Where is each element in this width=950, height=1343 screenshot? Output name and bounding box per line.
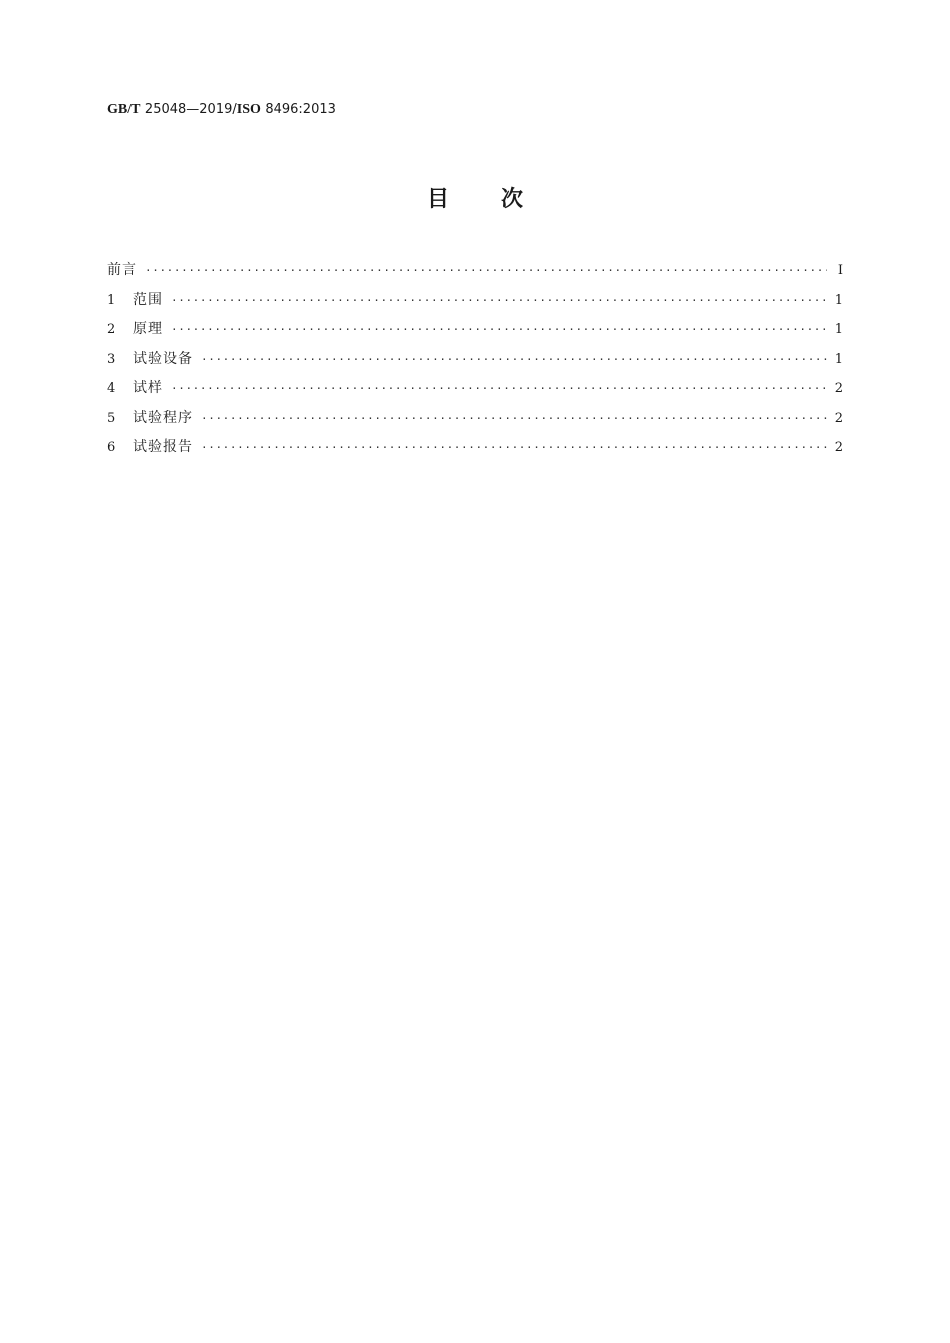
iso-prefix: ISO xyxy=(236,102,261,117)
toc-leader-dots xyxy=(201,441,827,454)
toc-entry-test-report[interactable] xyxy=(107,436,843,466)
toc-entry-scope[interactable] xyxy=(107,289,843,319)
toc-entry-label: 原理 xyxy=(133,321,163,337)
toc-entry-page: 1 xyxy=(834,292,843,308)
std-prefix: GB/T xyxy=(107,102,141,117)
toc-entry-page: 1 xyxy=(834,351,843,367)
toc-entry-procedure[interactable] xyxy=(107,407,843,437)
toc-entry-number: 6 xyxy=(107,440,116,455)
toc-entry-label: 试验设备 xyxy=(133,350,193,367)
toc-title-part2: 次 xyxy=(501,187,524,212)
toc-leader-dots xyxy=(171,294,827,307)
toc-entry-page: 2 xyxy=(834,410,843,426)
toc-leader-dots xyxy=(201,353,827,366)
toc-entry-number: 3 xyxy=(107,351,116,367)
toc-entry-label: 前言 xyxy=(107,262,137,278)
std-number: 25048—2019/ xyxy=(144,102,237,117)
toc-leader-dots xyxy=(171,323,827,336)
toc-entry-label: 范围 xyxy=(133,291,163,308)
toc-entry-number: 2 xyxy=(107,322,116,337)
toc-title-part1: 目 xyxy=(426,187,449,212)
toc-entry-page: 2 xyxy=(834,381,843,396)
toc-entry-number: 5 xyxy=(107,410,116,426)
toc-entry-number: 4 xyxy=(107,381,116,396)
toc-entry-principle[interactable] xyxy=(107,318,843,348)
toc-entry-label: 试验报告 xyxy=(133,439,193,455)
toc-leader-dots xyxy=(171,382,827,395)
toc-entry-number: 1 xyxy=(107,292,116,308)
iso-number: 8496:2013 xyxy=(265,102,336,117)
toc-entry-page: Ⅰ xyxy=(837,263,843,278)
standard-number-header xyxy=(107,101,336,118)
toc-entry-page: 2 xyxy=(834,440,843,455)
toc-entry-page: 1 xyxy=(834,322,843,337)
toc-entry-specimen[interactable] xyxy=(107,377,843,407)
toc-leader-dots xyxy=(145,264,827,277)
toc-entry-label: 试验程序 xyxy=(133,409,193,426)
toc-leader-dots xyxy=(201,412,827,425)
toc-entry-foreword[interactable] xyxy=(107,259,843,289)
table-of-contents xyxy=(107,259,843,466)
toc-entry-label: 试样 xyxy=(133,380,163,396)
toc-entry-apparatus[interactable] xyxy=(107,348,843,378)
toc-title xyxy=(0,182,950,213)
